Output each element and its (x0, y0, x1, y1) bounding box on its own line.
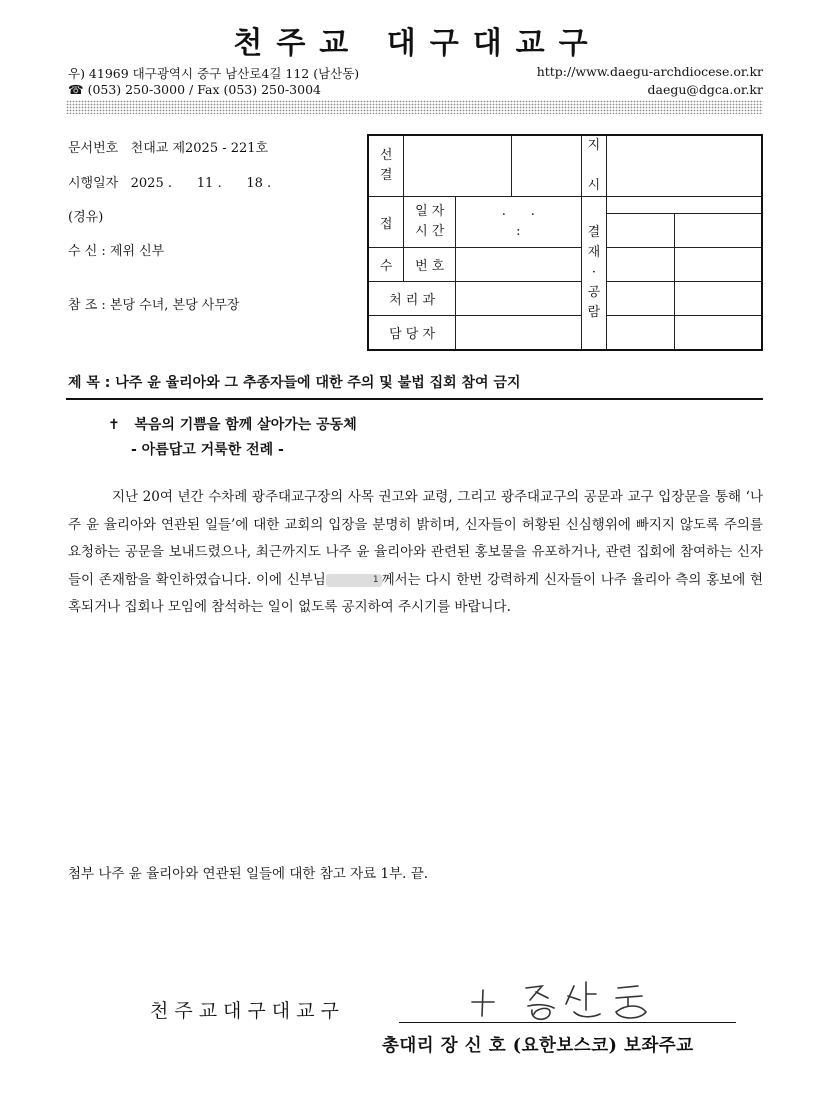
jisi-cell-lower (607, 197, 762, 214)
motto-line-1 (108, 414, 357, 434)
gyeoljae-cell-8 (674, 316, 762, 350)
signature-org: 천주교대구대교구 (150, 1000, 345, 1022)
gyeoljae-cell-3 (607, 248, 675, 282)
ilja-value: . . (501, 204, 535, 219)
ilja-sigan-label: 일 자 시 간 (404, 197, 456, 248)
body-part-1: 지난 20여 년간 수차례 광주대교구장의 사목 권고와 교령, 그리고 광주대교구의 공문과 교구 입장문을 통해 ‘나주 윤 율리아와 연관된 일들’에 대한 교회의 입장을 분명히 밝히며, 신자들이 허황된 신심행위에 빠지지 않도록 주의를 요청하는 공문을 보내드렸으나, 최근까지도 나주 윤 율리아와 관련된 홍보물을 유포하거나, 관련 집회에 참여하는 신자들이 존재함을 확인하였습니다. 이에 신부님 (68, 489, 763, 588)
signature-line (399, 1022, 736, 1023)
reference: 참 조 : 본당 수녀, 본당 사무장 (68, 298, 240, 313)
sigan-value: : (516, 224, 521, 239)
via: (경유) (68, 210, 104, 225)
phone-icon: ☎ (68, 82, 84, 97)
attachment: 첨부 나주 윤 율리아와 연관된 일들에 대한 참고 자료 1부. 끝. (68, 866, 429, 882)
beonho-value (456, 248, 581, 282)
handwritten-signature (470, 978, 670, 1024)
gyeoljae-cell-1 (607, 214, 675, 248)
beonho-label: 번 호 (404, 248, 456, 282)
motto-text-1: 복음의 기쁨을 함께 살아가는 공동체 (134, 417, 357, 433)
gyeoljae-cell-7 (607, 316, 675, 350)
signer-name: 총대리 장 신 호 (요한보스코) 보좌주교 (382, 1036, 694, 1056)
gyeoljae-cell-6 (674, 282, 762, 316)
email-link[interactable]: daegu@dgca.or.kr (647, 82, 763, 97)
seongyeol-cell-1 (404, 135, 511, 197)
header-divider (66, 100, 763, 114)
damdangja-label: 담 당 자 (368, 316, 456, 350)
org-title: 천주교 대구대교구 (233, 26, 602, 61)
address: 우) 41969 대구광역시 중구 남산로4길 112 (남산동) (68, 66, 360, 81)
seongyeol-label: 선 결 (368, 135, 404, 197)
doc-number (68, 137, 268, 156)
comment-badge[interactable]: 1 (326, 574, 382, 587)
doc-number-value: 천대교 제2025 - 221호 (130, 141, 269, 156)
gyeoljae-label: 결 재 · 공 람 (581, 197, 607, 350)
phone-fax-text: (053) 250-3000 / Fax (053) 250-3004 (87, 82, 321, 97)
recipient: 수 신 : 제위 신부 (68, 244, 165, 259)
motto-line-2: - 아름답고 거룩한 전례 - (131, 442, 284, 458)
seongyeol-cell-2 (511, 135, 581, 197)
damdangja-value (456, 316, 581, 350)
body-part-2: 께서는 다시 한번 강력하게 신자들이 나주 율리아 측의 홍보에 현혹되거나 집회나 모임에 참석하는 일이 없도록 공지하여 주시기를 바랍니다. (68, 571, 764, 615)
doc-number-label: 문서번호 (68, 141, 119, 156)
phone-fax (68, 82, 321, 97)
gyeoljae-cell-5 (607, 282, 675, 316)
ilja-sigan-value (456, 197, 581, 248)
cross-icon: ✝ (108, 417, 120, 433)
subject-rule (66, 398, 763, 400)
cheorigwa-value (456, 282, 581, 316)
issue-date (68, 172, 271, 191)
jisi-label: 지 시 (581, 135, 607, 197)
issue-date-label: 시행일자 (68, 176, 119, 191)
approval-table (367, 134, 763, 351)
subject: 제 목 : 나주 윤 율리아와 그 추종자들에 대한 주의 및 불법 집회 참여 금지 (68, 375, 521, 391)
issue-date-value: 2025 . 11 . 18 . (130, 176, 272, 191)
jisi-cell (607, 135, 762, 197)
su-label: 수 (368, 248, 404, 282)
gyeoljae-cell-4 (674, 248, 762, 282)
jeop-label: 접 (368, 197, 404, 248)
body-text (68, 484, 763, 622)
website-link[interactable]: http://www.daegu-archdiocese.or.kr (536, 64, 763, 79)
gyeoljae-cell-2 (674, 214, 762, 248)
cheorigwa-label: 처 리 과 (368, 282, 456, 316)
